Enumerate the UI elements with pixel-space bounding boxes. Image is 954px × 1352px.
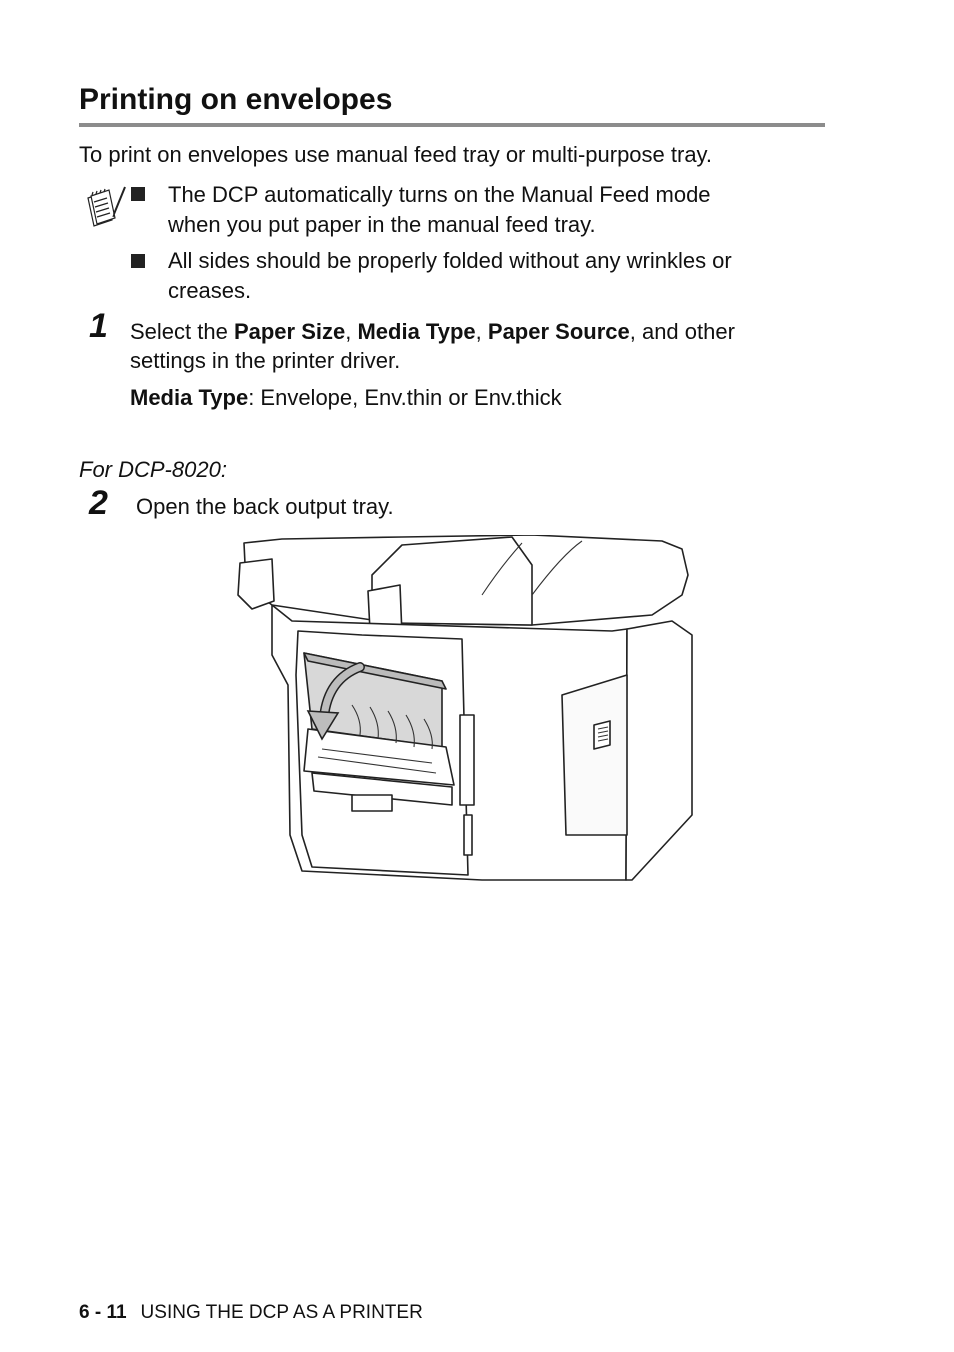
note-text: creases.	[168, 278, 252, 303]
step-text: Open the back output tray.	[136, 494, 394, 519]
media-type-label: Media Type	[130, 385, 249, 410]
term-media-type: Media Type	[357, 319, 476, 344]
page-title: Printing on envelopes	[79, 83, 393, 116]
page-number: 6 - 11	[79, 1302, 127, 1323]
bullet-square	[131, 254, 145, 268]
media-type-line: Media Type: Envelope, Env.thin or Env.thick	[130, 385, 562, 410]
term-paper-size: Paper Size	[233, 319, 346, 344]
step-text: Select the Paper Size, Media Type, Paper Source, and other	[130, 319, 735, 344]
step-number: 1	[89, 307, 108, 345]
step-text: settings in the printer driver.	[130, 348, 401, 373]
printer-back-output-tray-illustration	[232, 535, 694, 887]
step-number: 2	[89, 484, 108, 522]
note-text: when you put paper in the manual feed tray.	[168, 212, 596, 237]
note-text: All sides should be properly folded without any wrinkles or	[168, 248, 732, 273]
term-paper-source: Paper Source	[487, 319, 630, 344]
heading-rule	[79, 123, 825, 127]
model-label: For DCP-8020:	[79, 457, 227, 482]
bullet-square	[131, 187, 145, 201]
note-pad-pencil-icon	[82, 184, 128, 230]
intro-text: To print on envelopes use manual feed tray or multi-purpose tray.	[79, 142, 713, 167]
page-footer	[79, 1300, 423, 1326]
note-text: The DCP automatically turns on the Manual Feed mode	[168, 182, 711, 207]
chapter-title: USING THE DCP AS A PRINTER	[140, 1302, 423, 1323]
